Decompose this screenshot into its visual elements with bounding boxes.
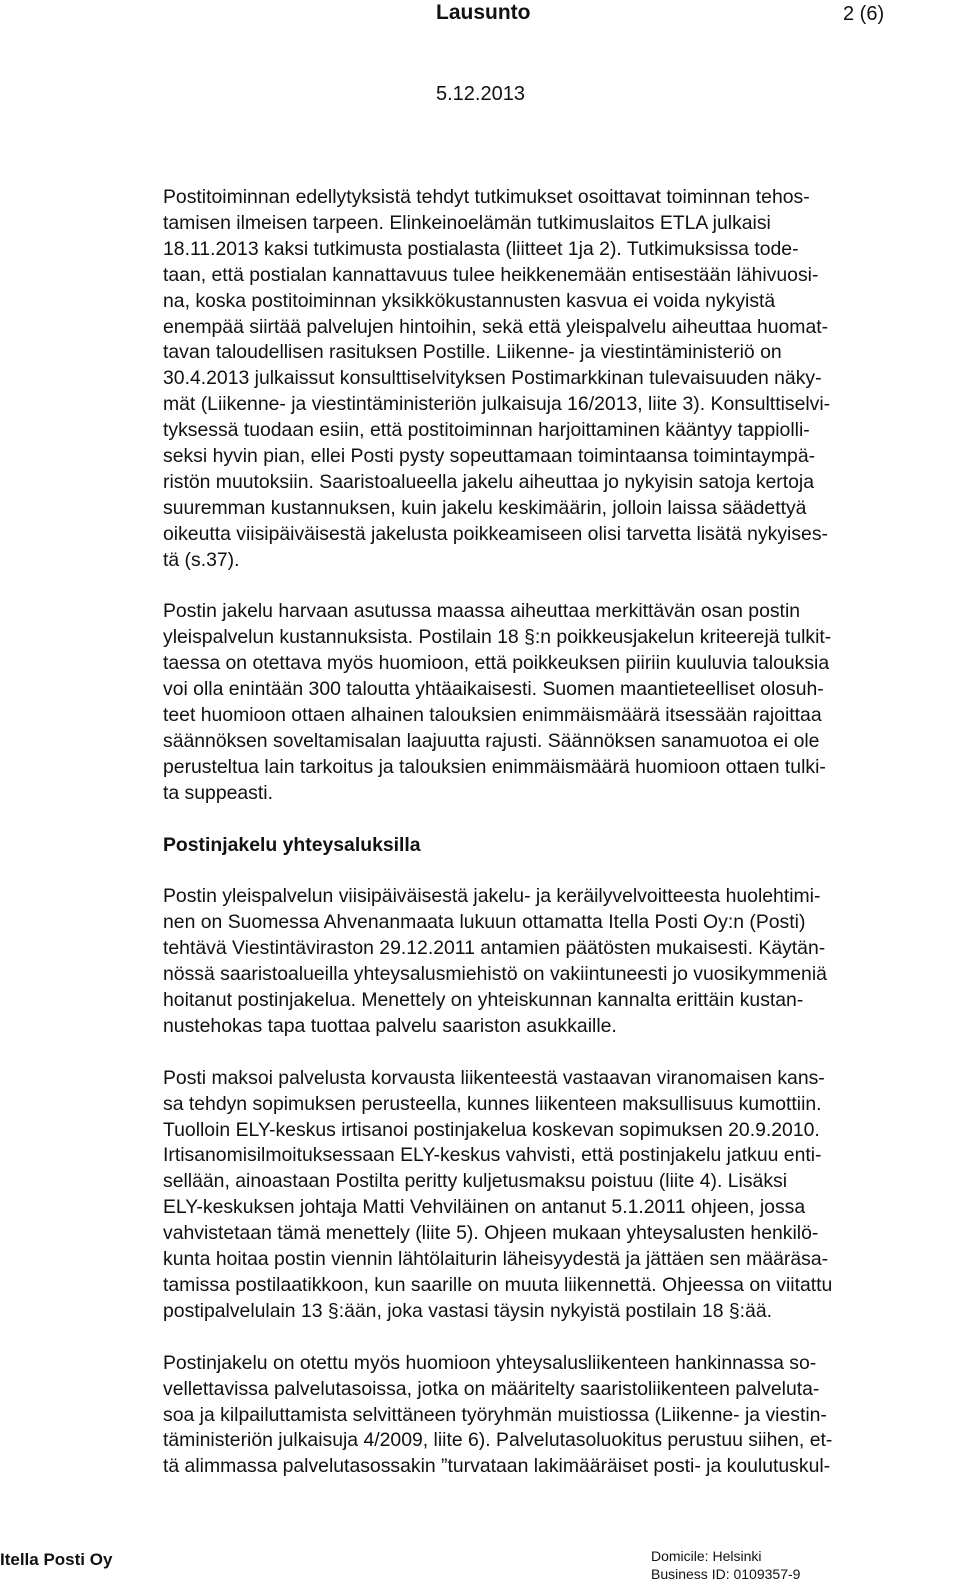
text-line: tamissa postilaatikkoon, kun saarille on muuta liikennettä. Ohjeessa on viitattu <box>163 1274 833 1296</box>
text-line: nen on Suomessa Ahvenanmaata lukuun ottamatta Itella Posti Oy:n (Posti) <box>163 911 806 934</box>
document-type-title: Lausunto <box>436 1 531 24</box>
text-line: tamisen ilmeisen tarpeen. Elinkeinoelämän tutkimuslaitos ETLA julkaisi <box>163 211 771 234</box>
text-line: 30.4.2013 julkaissut konsulttiselvityksen Postimarkkinan tulevaisuuden näky- <box>163 367 822 390</box>
text-line: mät (Liikenne- ja viestintäministeriön julkaisuja 16/2013, liite 3). Konsulttiselvi- <box>163 393 831 416</box>
text-line: yleispalvelun kustannuksista. Postilain 18 §:n poikkeusjakelun kriteerejä tulkit- <box>163 626 832 649</box>
text-line: voi olla enintään 300 taloutta yhtäaikaisesti. Suomen maantieteelliset olosuh- <box>163 678 824 701</box>
text-line: ELY-keskuksen johtaja Matti Vehviläinen on antanut 5.1.2011 ohjeen, jossa <box>163 1196 806 1219</box>
text-line: tä (s.37). <box>163 548 240 571</box>
text-line: ta suppeasti. <box>163 781 273 804</box>
text-line: taan, että postialan kannattavuus tulee heikkenemään entisestään lähivuosi- <box>163 263 819 286</box>
section-heading: Postinjakelu yhteysaluksilla <box>163 833 421 856</box>
footer-company-name: Itella Posti Oy <box>0 1550 113 1569</box>
text-line: Postitoiminnan edellytyksistä tehdyt tutkimukset osoittavat toiminnan tehos- <box>163 186 810 208</box>
text-line: täministeriön julkaisuja 4/2009, liite 6). Palvelutasoluokitus perustuu siihen, et- <box>163 1429 833 1452</box>
text-line: säännöksen soveltamisalan laajuutta rajusti. Säännöksen sanamuotoa ei ole <box>163 730 820 753</box>
text-line: hoitanut postinjakelua. Menettely on yhteiskunnan kannalta erittäin kustan- <box>163 989 804 1012</box>
text-line: nössä saaristoalueilla yhteysalusmiehistö on vakiintuneesti jo vuosikymmeniä <box>163 963 827 986</box>
text-line: tavan taloudellisen rasituksen Postille. Liikenne- ja viestintäministeriö on <box>163 341 782 364</box>
text-line: vahvistetaan tämä menettely (liite 5). Ohjeen mukaan yhteysalusten henkilö- <box>163 1222 819 1245</box>
footer-company-details <box>651 1547 800 1583</box>
paragraph-universal-service <box>163 884 953 1039</box>
text-line: seksi hyvin pian, ellei Posti pysty sopeuttamaan toimintaansa toimintaympä- <box>163 445 816 468</box>
text-line: tä alimmassa palvelutasossakin ”turvataan lakimääräiset posti- ja koulutuskul- <box>163 1455 831 1478</box>
text-line: Postin yleispalvelun viisipäiväisestä jakelu- ja keräilyvelvoitteesta huolehtimi- <box>163 885 821 908</box>
paragraph-delivery-costs <box>163 599 953 806</box>
paragraph-postal-research <box>163 185 953 574</box>
text-line: 18.11.2013 kaksi tutkimusta postialasta (liitteet 1ja 2). Tutkimuksissa tode- <box>163 237 799 260</box>
text-line: perusteltua lain tarkoitus ja talouksien enimmäismäärä huomioon ottaen tulki- <box>163 755 826 778</box>
text-line: ristön muutoksiin. Saaristoalueella jakelu aiheuttaa jo nykyisin satoja kertoja <box>163 470 815 493</box>
text-line: soa ja kilpailuttamista selvittäneen työryhmän muistiossa (Liikenne- ja viestin- <box>163 1403 827 1426</box>
text-line: Tuolloin ELY-keskus irtisanoi postinjakelua koskevan sopimuksen 20.9.2010. <box>163 1118 820 1141</box>
text-line: tyksessä tuodaan esiin, että postitoiminnan harjoittaminen kääntyy tappiolli- <box>163 419 810 442</box>
text-line: enempää siirtää palvelujen hintoihin, sekä että yleispalvelu aiheuttaa huomat- <box>163 315 829 338</box>
text-line: vellettavissa palvelutasoissa, jotka on määritelty saaristoliikenteen palveluta- <box>163 1377 820 1400</box>
document-body <box>163 185 953 1506</box>
footer-business-id: Business ID: 0109357-9 <box>651 1566 801 1582</box>
text-line: taessa on otettava myös huomioon, että poikkeuksen piiriin kuuluvia talouksia <box>163 652 830 675</box>
text-line: na, koska postitoiminnan yksikkökustannusten kasvua ei voida nykyistä <box>163 289 776 312</box>
paragraph-service-levels <box>163 1351 953 1481</box>
text-line: Posti maksoi palvelusta korvausta liikenteestä vastaavan viranomaisen kans- <box>163 1066 825 1089</box>
text-line: Irtisanomisilmoituksessaan ELY-keskus vahvisti, että postinjakelu jatkuu enti- <box>163 1144 822 1167</box>
text-line: Postin jakelu harvaan asutussa maassa aiheuttaa merkittävän osan postin <box>163 600 801 623</box>
text-line: suuremman kustannuksen, kuin jakelu keskimäärin, jolloin laissa säädettyä <box>163 496 807 519</box>
text-line: sa tehdyn sopimuksen perusteella, kunnes liikenteen maksullisuus kumottiin. <box>163 1092 822 1115</box>
text-line: tehtävä Viestintäviraston 29.12.2011 antamien päätösten mukaisesti. Käytän- <box>163 937 826 960</box>
text-line: Postinjakelu on otettu myös huomioon yhteysalusliikenteen hankinnassa so- <box>163 1351 817 1374</box>
document-date: 5.12.2013 <box>436 83 525 105</box>
text-line: postipalvelulain 13 §:ään, joka vastasi täysin nykyistä postilain 18 §:ää. <box>163 1299 773 1322</box>
text-line: teet huomioon ottaen alhainen talouksien enimmäismäärä itsessään rajoittaa <box>163 704 822 727</box>
text-line: kunta hoitaa postin viennin lähtölaiturin läheisyydestä ja jättäen sen määräsa- <box>163 1248 829 1271</box>
text-line: sellään, ainoastaan Postilta peritty kuljetusmaksu poistuu (liite 4). Lisäksi <box>163 1170 788 1193</box>
paragraph-ely-agreement <box>163 1066 953 1325</box>
text-line: nustehokas tapa tuottaa palvelu saariston asukkaille. <box>163 1014 617 1037</box>
page-number: 2 (6) <box>843 3 885 25</box>
text-line: oikeutta viisipäiväisestä jakelusta poikkeamiseen olisi tarvetta lisätä nykyises- <box>163 522 828 545</box>
footer-domicile: Domicile: Helsinki <box>651 1548 762 1564</box>
